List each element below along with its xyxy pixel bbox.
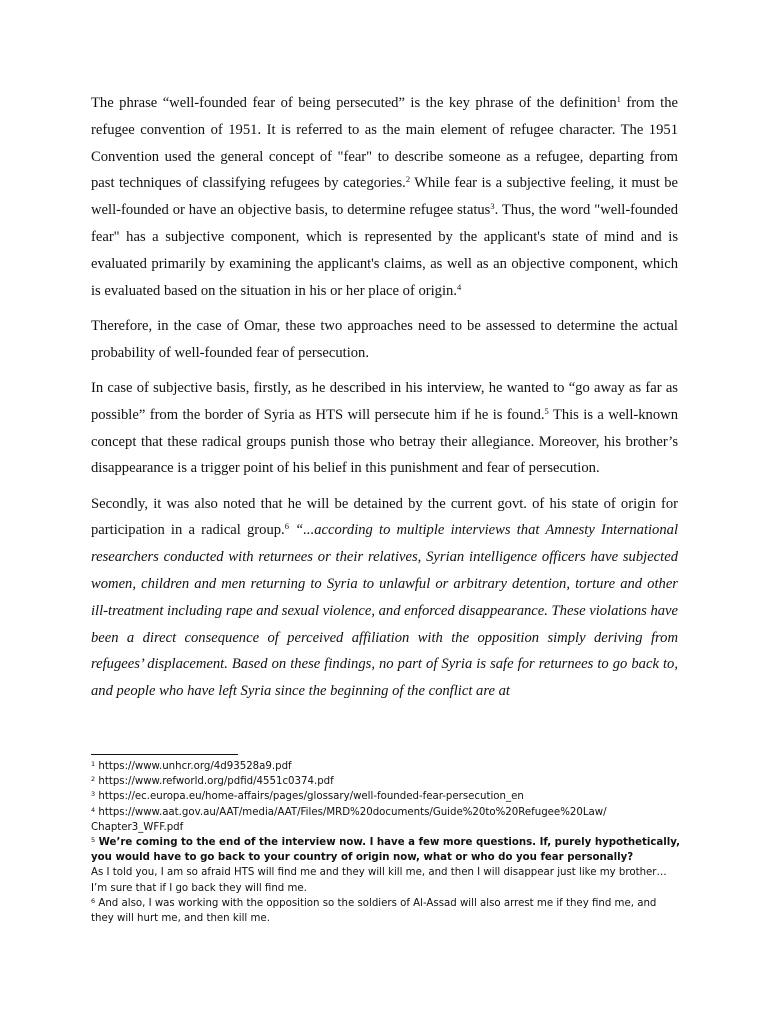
footnote-3	[91, 789, 681, 804]
footnote-number: 4	[91, 805, 96, 814]
paragraph-2: Therefore, in the case of Omar, these two approaches need to be assessed to determine the actual probability of well-founded fear of persecution.	[91, 317, 678, 361]
footnote-ref-4[interactable]: 4	[456, 281, 462, 292]
footnote-separator	[91, 754, 238, 755]
footnote-ref-6[interactable]: 6	[284, 521, 289, 532]
footnote-ref-3[interactable]: 3	[490, 201, 495, 212]
footnote-1	[91, 759, 681, 774]
paragraph-1-text-a: The phrase “well-founded fear of being persecuted” is the key phrase of the definition	[91, 95, 617, 111]
footnote-5-answer: As I told you, I am so afraid HTS will find me and they will kill me, and then I will disappear just like my brother… I’m sure that if I go back they will find me.	[91, 867, 667, 894]
paragraph-1-text-b: from the refugee convention of 1951. It is referred to as the main element of refugee character. The 1951 Convention used the general concept of "fear" to describe someone as a refugee, departing from past techniques of classifying refugees by categories.	[91, 95, 678, 192]
body-text	[91, 90, 678, 714]
footnote-2-link[interactable]: https://www.refworld.org/pdfid/4551c0374.pdf	[95, 776, 334, 788]
footnote-4-link[interactable]: https://www.aat.gov.au/AAT/media/AAT/Files/MRD%20documents/Guide%20to%20Refugee%20Law/ Chapter3_WFF.pdf	[91, 806, 607, 833]
footnote-2	[91, 774, 681, 789]
footnote-number: 2	[91, 775, 96, 784]
footnote-number: 6	[91, 896, 96, 905]
footnote-number: 1	[91, 760, 96, 768]
paragraph-3-text-b: This is a well-known concept that these radical groups punish those who betray their allegiance. Moreover, his brother’s disappearance is a trigger point of his belief in this punishment and fear of persecution.	[91, 406, 678, 477]
footnotes	[91, 759, 681, 926]
footnote-1-link[interactable]: https://www.unhcr.org/4d93528a9.pdf	[95, 761, 292, 772]
footnote-number: 5	[91, 836, 96, 845]
paragraph-1-text-c: While fear is a subjective feeling, it must be well-founded or have an objective basis, to determine refugee status	[91, 175, 679, 219]
paragraph-1	[91, 90, 678, 304]
footnote-ref-5[interactable]: 5	[544, 405, 549, 416]
footnote-5-question: We’re coming to the end of the interview now. I have a few more questions. If, purely hypothetically, you would have to go back to your country of origin now, what or who do you fear personally?	[91, 837, 681, 864]
footnote-3-link[interactable]: https://ec.europa.eu/home-affairs/pages/glossary/well-founded-fear-persecution_en	[95, 791, 524, 803]
footnote-number: 3	[91, 790, 96, 799]
paragraph-3	[91, 375, 678, 482]
footnote-6	[91, 896, 681, 926]
footnote-ref-1[interactable]: 1	[616, 94, 621, 104]
paragraph-4-text-a: Secondly, it was also noted that he will be detained by the current govt. of his state of origin for participation in a radical group.	[91, 495, 678, 539]
footnote-4	[91, 805, 681, 835]
paragraph-4	[91, 491, 678, 705]
paragraph-3-text-a: In case of subjective basis, firstly, as he described in his interview, he wanted to “go away as far as possible” from the border of Syria as HTS will persecute him if he is found.	[91, 379, 678, 423]
footnote-ref-2[interactable]: 2	[405, 174, 411, 185]
footnote-6-text: And also, I was working with the opposition so the soldiers of Al-Assad will also arrest me if they find me, and they will hurt me, and then kill me.	[91, 897, 657, 925]
paragraph-1-text-d: . Thus, the word "well-founded fear" has a subjective component, which is represented by the applicant's state of mind and is evaluated primarily by examining the applicant's claims, as well as an objective component, which is evaluated based on the situation in his or her place of origin.	[91, 202, 678, 299]
footnote-5	[91, 835, 681, 896]
amnesty-quote: “...according to multiple interviews that Amnesty International researchers conducted with returnees or their relatives, Syrian intelligence officers have subjected women, children and men returning to Syria to unlawful or arbitrary detention, torture and other ill-treatment including rape and sexual violence, and enforced disappearance. These violations have been a direct consequence of perceived affiliation with the opposition simply deriving from refugees’ displacement. Based on these findings, no part of Syria is safe for returnees to go back to, and people who have left Syria since the beginning of the conflict are at	[91, 522, 678, 700]
